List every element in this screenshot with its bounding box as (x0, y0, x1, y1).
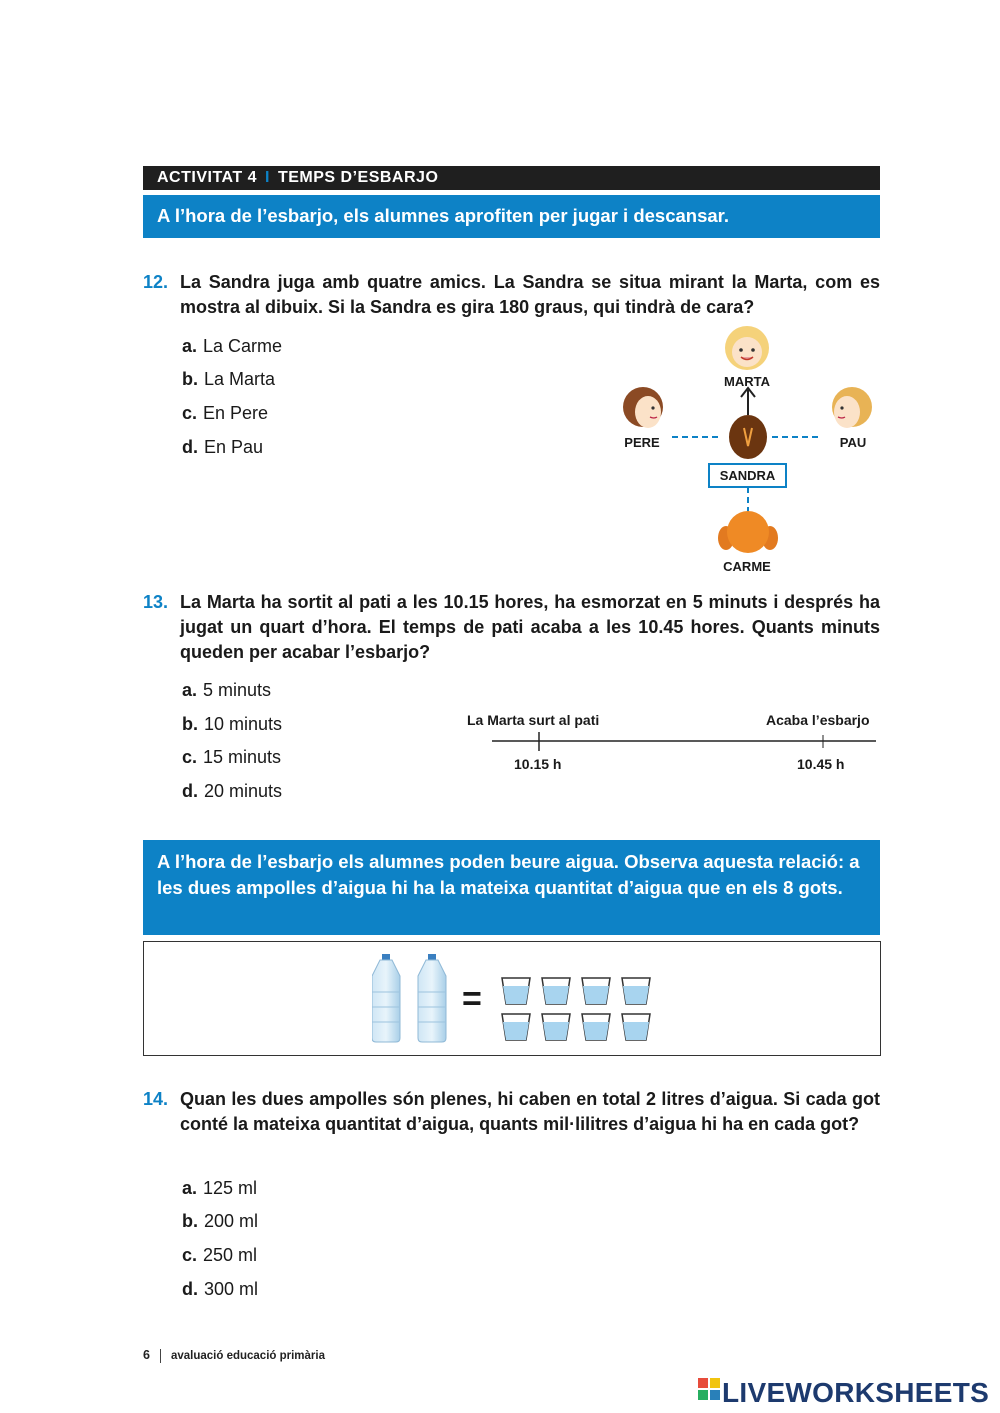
option-letter: c. (182, 403, 198, 423)
question-13 (143, 590, 880, 665)
question-number: 14. (143, 1089, 169, 1109)
pau-face-icon (832, 387, 872, 428)
page-number: 6 (143, 1348, 150, 1362)
option-text: 20 minuts (204, 781, 283, 801)
option-letter: a. (182, 1178, 198, 1198)
option-text: La Carme (203, 336, 283, 356)
option-letter: d. (182, 437, 198, 457)
question-text: La Marta ha sortit al pati a les 10.15 hores, ha esmorzat en 5 minuts i després ha jugat un quart d’hora. El temps de pati acaba a les 10.45 hores. Quants minuts queden per acabar l’esbarjo? (180, 592, 880, 662)
intro-text-1: A l’hora de l’esbarjo, els alumnes aprofiten per jugar i descansar. (157, 205, 729, 226)
glass-icon (542, 978, 570, 1004)
option-12d[interactable] (182, 436, 263, 458)
intro-banner-1 (143, 195, 880, 238)
activity-number: ACTIVITAT 4 (157, 169, 258, 186)
intro-text-2: A l’hora de l’esbarjo els alumnes poden beure aigua. Observa aquesta relació: a les dues ampolles d’aigua hi ha la mateixa quantitat d’aigua que en els 8 gots. (157, 851, 860, 898)
bottles-glasses-figure (372, 952, 652, 1046)
option-13b[interactable] (182, 713, 282, 735)
activity-header-bar (143, 166, 880, 190)
header-separator: I (265, 169, 270, 186)
question-number: 12. (143, 272, 169, 292)
option-letter: c. (182, 1245, 198, 1265)
option-text: En Pau (204, 437, 264, 457)
option-12c[interactable] (182, 402, 268, 424)
footer-text: avaluació educació primària (170, 1350, 325, 1362)
label-sandra: SANDRA (708, 463, 787, 488)
option-12b[interactable] (182, 368, 275, 390)
bottles-glasses-box (143, 941, 881, 1056)
timeline-end-time: 10.45 h (797, 756, 845, 772)
liveworksheets-logo-icon (698, 1378, 720, 1402)
label-pau: PAU (839, 435, 867, 450)
glass-icon (622, 978, 650, 1004)
option-letter: b. (182, 1211, 198, 1231)
option-text: 300 ml (204, 1279, 259, 1299)
option-letter: b. (182, 369, 198, 389)
pere-face-icon (623, 387, 663, 428)
option-text: 5 minuts (203, 680, 272, 700)
children-position-diagram (600, 320, 890, 580)
glass-icon (502, 978, 530, 1004)
question-text: La Sandra juga amb quatre amics. La Sandra se situa mirant la Marta, com es mostra al dibuix. Si la Sandra es gira 180 graus, qui tindrà de cara? (180, 272, 880, 317)
glass-icon (582, 978, 610, 1004)
page-footer (143, 1348, 325, 1363)
liveworksheets-watermark[interactable]: LIVEWORKSHEETS (722, 1377, 990, 1408)
option-letter: a. (182, 680, 198, 700)
option-text: 10 minuts (204, 714, 283, 734)
option-13c[interactable] (182, 746, 281, 768)
option-14b[interactable] (182, 1210, 258, 1232)
option-text: 15 minuts (203, 747, 282, 767)
glass-icon (582, 1014, 610, 1040)
carme-head-icon (718, 511, 778, 553)
marta-face-icon (725, 326, 769, 370)
option-text: 250 ml (203, 1245, 258, 1265)
footer-divider (160, 1349, 161, 1363)
equals-sign: = (462, 980, 482, 1018)
glass-icon (622, 1014, 650, 1040)
option-12a[interactable] (182, 335, 282, 357)
question-12 (143, 270, 880, 320)
option-letter: a. (182, 336, 198, 356)
label-carme: CARME (723, 559, 771, 574)
timeline (490, 730, 880, 754)
option-letter: d. (182, 781, 198, 801)
option-text: 125 ml (203, 1178, 258, 1198)
water-bottle-icon (418, 954, 446, 1042)
option-text: La Marta (204, 369, 276, 389)
option-text: En Pere (203, 403, 269, 423)
label-marta: MARTA (724, 374, 770, 389)
option-14d[interactable] (182, 1278, 258, 1300)
question-14 (143, 1087, 880, 1137)
question-text: Quan les dues ampolles són plenes, hi caben en total 2 litres d’aigua. Si cada got conté la mateixa quantitat d’aigua, quants mil·lilitres d’aigua hi ha en cada got? (180, 1089, 880, 1134)
option-letter: b. (182, 714, 198, 734)
water-bottle-icon (372, 954, 400, 1042)
activity-title: TEMPS D’ESBARJO (277, 169, 439, 186)
option-14c[interactable] (182, 1244, 257, 1266)
intro-banner-2 (143, 840, 880, 935)
timeline-start-time: 10.15 h (514, 756, 562, 772)
option-letter: c. (182, 747, 198, 767)
question-number: 13. (143, 592, 169, 612)
option-13a[interactable] (182, 679, 271, 701)
glass-icon (542, 1014, 570, 1040)
timeline-start-label: La Marta surt al pati (467, 712, 600, 728)
option-14a[interactable] (182, 1177, 257, 1199)
label-pere: PERE (624, 435, 660, 450)
sandra-head-icon (729, 415, 767, 459)
glass-icon (502, 1014, 530, 1040)
timeline-end-label: Acaba l’esbarjo (766, 712, 870, 728)
option-letter: d. (182, 1279, 198, 1299)
option-text: 200 ml (204, 1211, 259, 1231)
option-13d[interactable] (182, 780, 282, 802)
